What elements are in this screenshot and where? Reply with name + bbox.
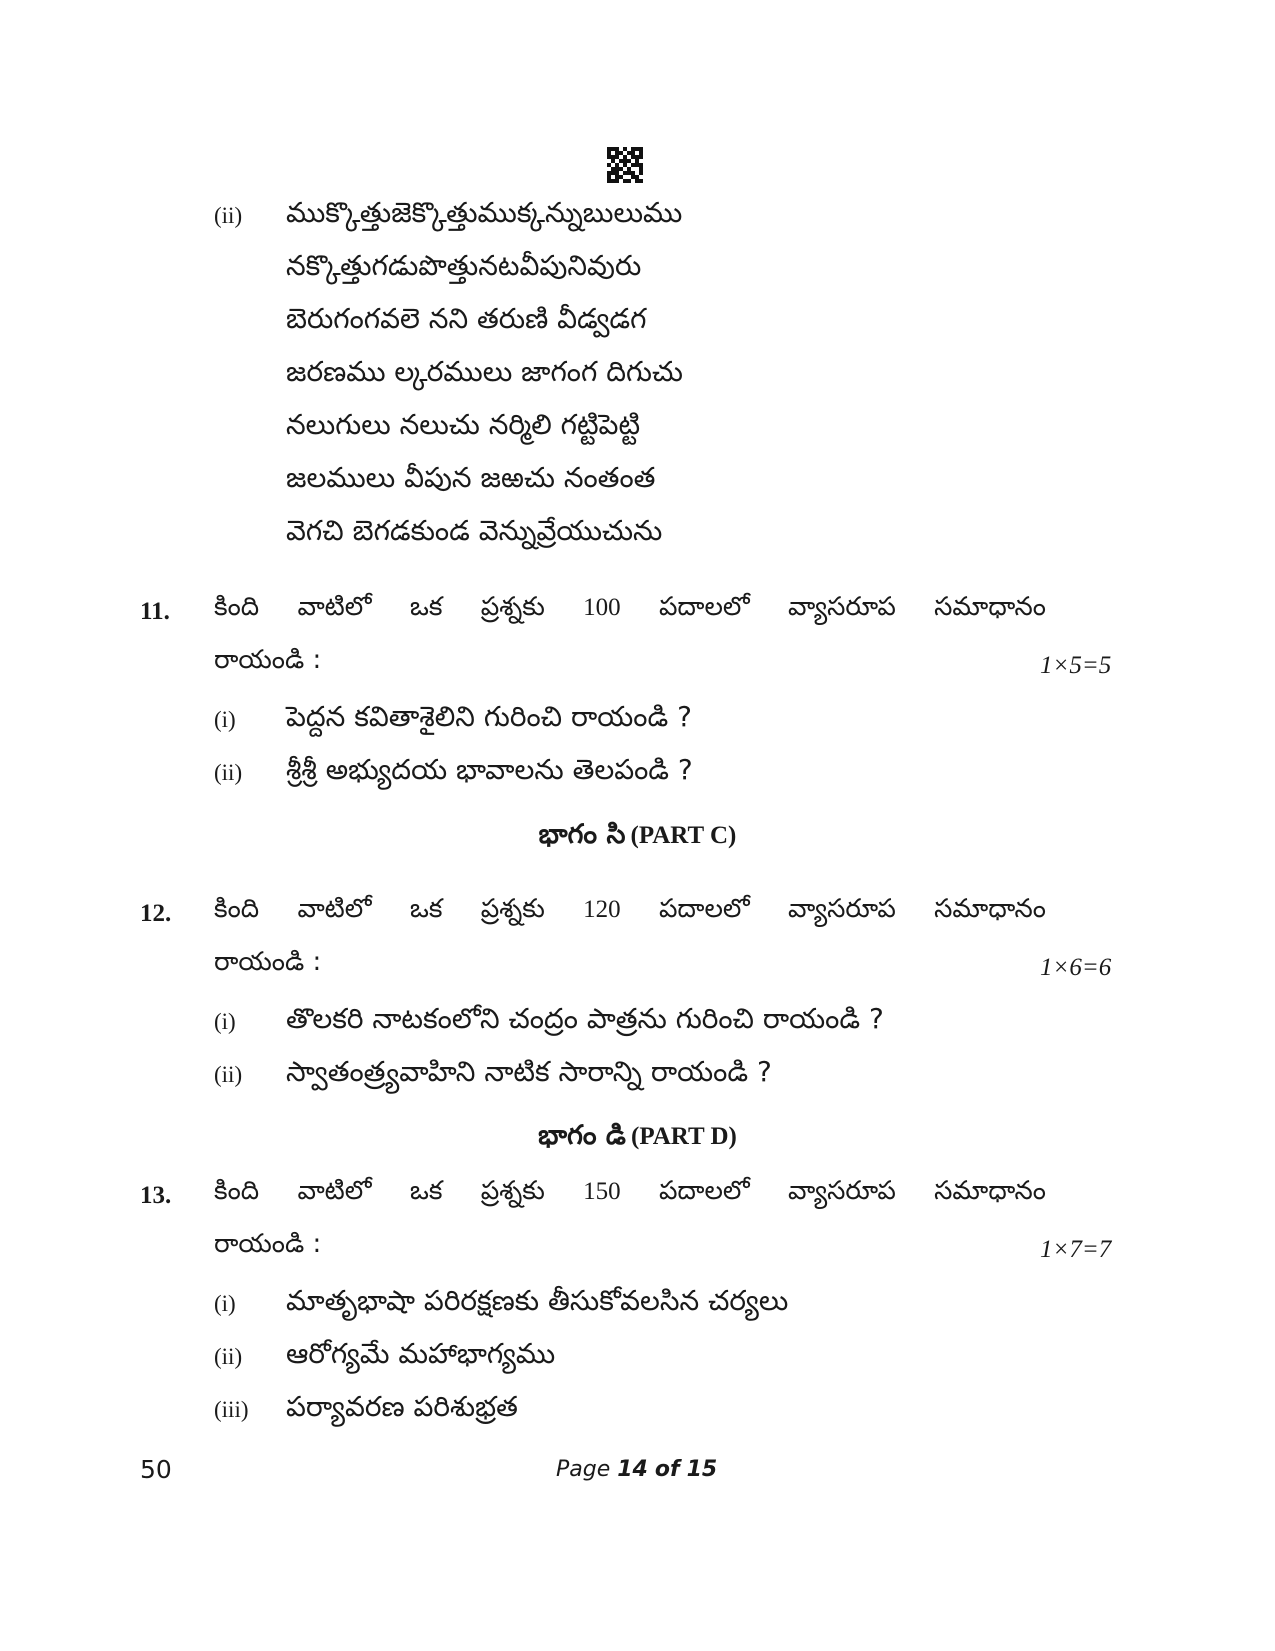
page-of: of	[654, 1457, 680, 1482]
poem-line-1: ముక్కొత్తుజెక్కొత్తుముక్కన్నుబులుము	[286, 196, 683, 229]
paper-code: 50	[140, 1455, 172, 1484]
question-word: వాటిలో	[297, 592, 372, 622]
question-word: సమాధానం	[934, 592, 1046, 622]
question-word: ప్రశ్నకు	[480, 592, 545, 622]
question-number: 13.	[140, 1182, 172, 1209]
question-text-line-2: రాయండి :	[214, 1229, 322, 1259]
question-word: వాటిలో	[297, 894, 372, 924]
question-word: ఒక	[409, 1176, 443, 1206]
option-text: మాతృభాషా పరిరక్షణకు తీసుకోవలసిన చర్యలు	[286, 1284, 789, 1317]
question-text-line-2: రాయండి :	[214, 645, 322, 675]
option-label: (i)	[214, 1291, 236, 1316]
question-word: వ్యాసరూప	[787, 894, 896, 924]
question-word: ప్రశ్నకు	[480, 894, 545, 924]
word-count: 150	[583, 1178, 621, 1205]
marks: 1×7=7	[1040, 1236, 1112, 1263]
page-current: 14	[617, 1457, 648, 1482]
word-count: 120	[583, 896, 621, 923]
poem-line-6: జలములు వీపున జఱచు నంతంత	[286, 461, 656, 494]
question-number: 11.	[140, 598, 170, 625]
poem-line-5: నలుగులు నలుచు నర్మిలి గట్టిపెట్టి	[286, 408, 641, 441]
poem-option-label: (ii)	[214, 203, 243, 228]
option-label: (ii)	[214, 760, 243, 785]
poem-line-4: జరణము ల్కరములు జాగంగ దిగుచు	[286, 355, 683, 388]
option-text: పర్యావరణ పరిశుభ్రత	[286, 1390, 518, 1423]
option-label: (ii)	[214, 1062, 243, 1087]
question-word: కింది	[214, 592, 260, 622]
question-word: వ్యాసరూప	[787, 592, 896, 622]
word-count: 100	[583, 594, 621, 621]
option-label: (iii)	[214, 1397, 249, 1422]
page-total: 15	[686, 1457, 718, 1482]
question-word: కింది	[214, 1176, 260, 1206]
qr-code	[607, 147, 643, 183]
poem-line-3: బెరుగంగవలె నని తరుణి వీడ్వడగ	[286, 302, 647, 335]
option-text: స్వాతంత్ర్యవాహిని నాటిక సారాన్ని రాయండి ?	[286, 1055, 772, 1088]
option-label: (i)	[214, 1009, 236, 1034]
question-word: ఒక	[409, 592, 443, 622]
part-c-telugu: భాగం సి	[538, 819, 626, 850]
question-word: వాటిలో	[297, 1176, 372, 1206]
marks: 1×5=5	[1040, 652, 1112, 679]
question-word: వ్యాసరూప	[787, 1176, 896, 1206]
part-d-heading	[0, 1120, 1275, 1158]
marks: 1×6=6	[1040, 954, 1112, 981]
page-prefix: Page	[556, 1457, 611, 1482]
page-number	[556, 1457, 717, 1482]
question-word: పదాలలో	[658, 592, 750, 622]
question-text-line-2: రాయండి :	[214, 947, 322, 977]
question-word: పదాలలో	[658, 894, 750, 924]
option-text: పెద్దన కవితాశైలిని గురించి రాయండి ?	[286, 700, 692, 733]
option-label: (ii)	[214, 1344, 243, 1369]
question-number: 12.	[140, 900, 172, 927]
question-text	[214, 592, 1046, 628]
part-d-telugu: భాగం డి	[538, 1120, 626, 1151]
question-text	[214, 894, 1046, 930]
poem-line-2: నక్కొత్తుగడుపొత్తునటవీపునివురు	[286, 249, 642, 282]
part-c-heading	[0, 819, 1275, 857]
question-word: సమాధానం	[934, 1176, 1046, 1206]
question-word: సమాధానం	[934, 894, 1046, 924]
poem-line-7: వెగచి బెగడకుండ వెన్నువ్రేయుచును	[286, 514, 663, 547]
question-word: ప్రశ్నకు	[480, 1176, 545, 1206]
option-label: (i)	[214, 707, 236, 732]
question-word: ఒక	[409, 894, 443, 924]
part-d-english: (PART D)	[631, 1123, 737, 1150]
option-text: శ్రీశ్రీ అభ్యుదయ భావాలను తెలపండి ?	[286, 753, 693, 786]
question-word: పదాలలో	[658, 1176, 750, 1206]
part-c-english: (PART C)	[630, 822, 737, 849]
option-text: తొలకరి నాటకంలోని చంద్రం పాత్రను గురించి రాయండి ?	[286, 1002, 884, 1035]
question-text	[214, 1176, 1046, 1212]
question-word: కింది	[214, 894, 260, 924]
option-text: ఆరోగ్యమే మహాభాగ్యము	[286, 1337, 556, 1370]
